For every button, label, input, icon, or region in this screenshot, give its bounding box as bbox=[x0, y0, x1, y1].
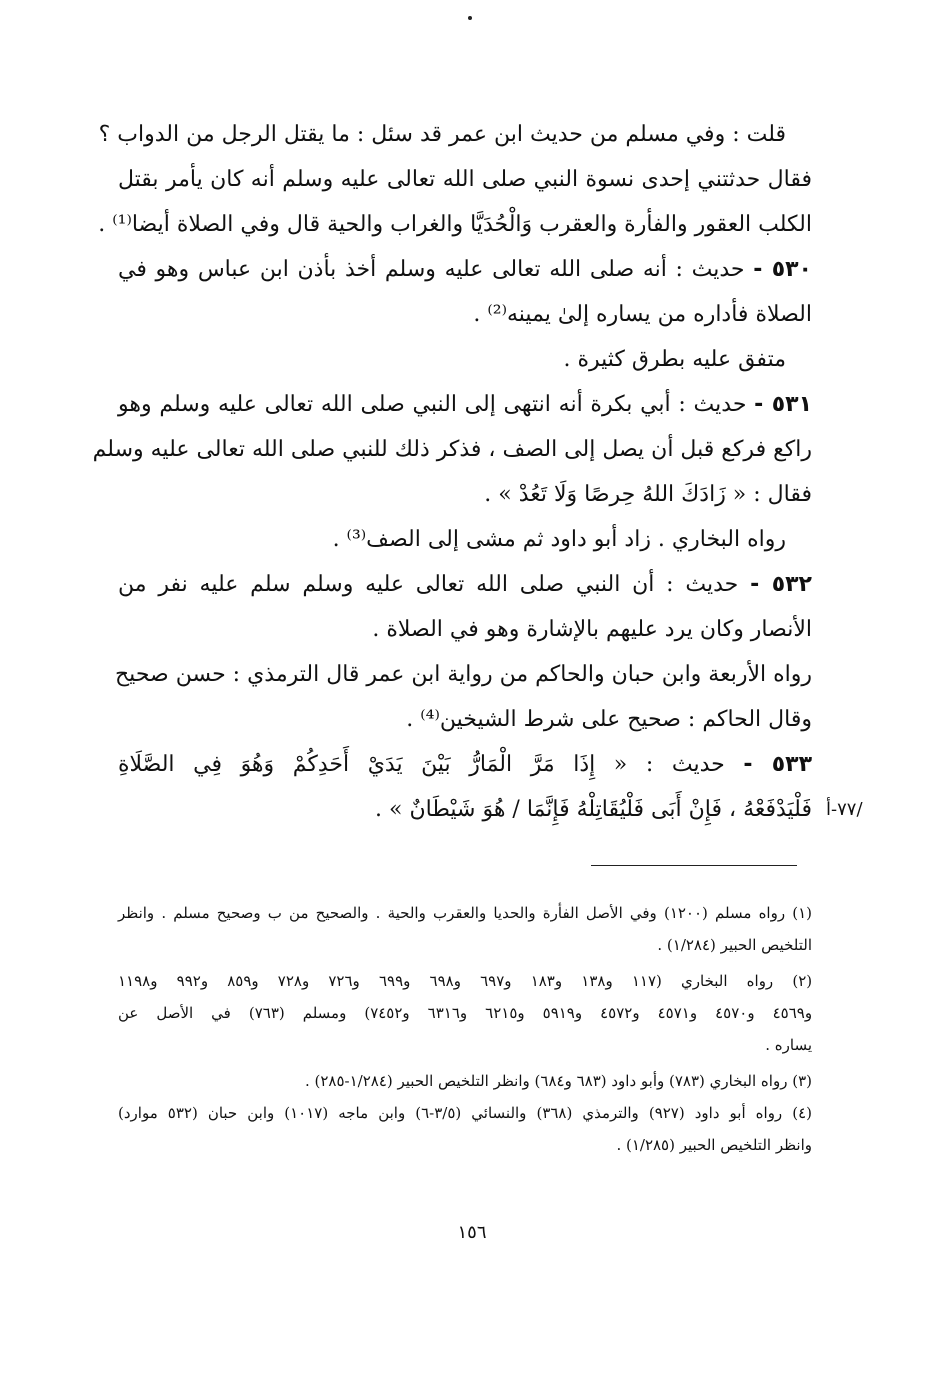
text-line: راكع فركع قبل أن يصل إلى الصف ، فذكر ذلك للنبي صلى الله تعالى عليه وسلم bbox=[92, 437, 812, 462]
text-line: متفق عليه بطرق كثيرة . bbox=[563, 347, 786, 372]
text-line: فَلْيَدْفَعْهُ ، فَإِنْ أَبَى فَلْيُقَاتِلْهُ فَإِنَّمَا / هُوَ شَيْطَانٌ » . bbox=[375, 797, 812, 822]
main-text bbox=[92, 112, 813, 832]
footnote-line: يساره . bbox=[765, 1036, 812, 1054]
hadith-532-line bbox=[118, 562, 812, 607]
hadith-text: حديث : أنه صلى الله تعالى عليه وسلم أخذ بأذن ابن عباس وهو في bbox=[118, 257, 745, 282]
footnote-line: و٤٥٦٩ و٤٥٧٠ و٤٥٧١ و٤٥٧٢ و٥٩١٩ و٦٢١٥ و٦٣١٦ و٧٤٥٢) ومسلم (٧٦٣) في الأصل عن bbox=[118, 1004, 813, 1022]
text-line: الصلاة فأداره من يساره إلىٰ يمينه⁽²⁾ . bbox=[473, 302, 812, 327]
footnote-line: (٤) رواه أبو داود (٩٢٧) والترمذي (٣٦٨) والنسائي (٣/٥-٦) وابن ماجه (١٠١٧) وابن حبان (٥٣٢ موارد) bbox=[118, 1104, 812, 1122]
hadith-number: ٥٣٢ - bbox=[750, 572, 812, 597]
footnote-line: (٣) رواه البخاري (٧٨٣) وأبو داود (٦٨٣ و٦٨٤) وانظر التلخيص الحبير (١/٢٨٤-٢٨٥) . bbox=[304, 1072, 812, 1090]
hadith-text: حديث : أبي بكرة أنه انتهى إلى النبي صلى الله تعالى عليه وسلم وهو bbox=[118, 392, 747, 417]
hadith-text: حديث : أن النبي صلى الله تعالى عليه وسلم سلم عليه نفر من bbox=[118, 572, 739, 597]
top-dot bbox=[468, 16, 472, 20]
hadith-531-line bbox=[118, 382, 812, 427]
margin-folio-note: /٧٧-أ bbox=[826, 799, 863, 820]
footnote-line: (٢) رواه البخاري (١١٧ و١٣٨ و١٨٣ و٦٩٧ و٦٩٨ و٦٩٩ و٧٢٦ و٧٢٨ و٨٥٩ و٩٩٢ و١١٩٨ bbox=[118, 972, 813, 990]
hadith-number: ٥٣٠ - bbox=[753, 257, 812, 282]
text-line: رواه الأربعة وابن حبان والحاكم من رواية ابن عمر قال الترمذي : حسن صحيح bbox=[114, 662, 812, 687]
hadith-number: ٥٣١ - bbox=[754, 392, 813, 417]
text-line: الأنصار وكان يرد عليهم بالإشارة وهو في الصلاة . bbox=[372, 617, 812, 642]
hadith-number: ٥٣٣ - bbox=[743, 752, 813, 777]
page-number: ١٥٦ bbox=[457, 1222, 487, 1243]
hadith-530-line bbox=[118, 247, 812, 292]
footnote-line: التلخيص الحبير (١/٢٨٤) . bbox=[657, 936, 812, 954]
text-line: قلت : وفي مسلم من حديث ابن عمر قد سئل : ما يقتل الرجل من الدواب ؟ bbox=[98, 122, 786, 147]
text-line: رواه البخاري . زاد أبو داود ثم مشى إلى الصف⁽³⁾ . bbox=[332, 527, 786, 552]
hadith-533-line bbox=[118, 742, 812, 787]
text-line: فقال : « زَادَكَ اللهُ حِرصًا وَلَا تَعُدْ » . bbox=[484, 482, 812, 507]
footnote-line: (١) رواه مسلم (١٢٠٠) وفي الأصل الفأرة والحديا والعقرب والحية . والصحيح من ب وصحيح مسلم . وانظر bbox=[118, 904, 813, 922]
text-line: الكلب العقور والفأرة والعقرب وَالْحُدَيَّا والغراب والحية قال وفي الصلاة أيضا⁽¹⁾ . bbox=[98, 212, 812, 237]
hadith-text: حديث : « إِذَا مَرَّ الْمَارُّ بَيْنَ يَدَيْ أَحَدِكُمْ وَهُوَ فِي الصَّلَاةِ bbox=[118, 752, 725, 777]
footnote-separator bbox=[591, 865, 797, 866]
text-line: فقال حدثتني إحدى نسوة النبي صلى الله تعالى عليه وسلم أنه كان يأمر بقتل bbox=[118, 167, 812, 192]
text-line: وقال الحاكم : صحيح على شرط الشيخين⁽⁴⁾ . bbox=[406, 707, 812, 732]
footnote-line: وانظر التلخيص الحبير (١/٢٨٥) . bbox=[616, 1136, 812, 1154]
footnotes bbox=[118, 897, 812, 1161]
